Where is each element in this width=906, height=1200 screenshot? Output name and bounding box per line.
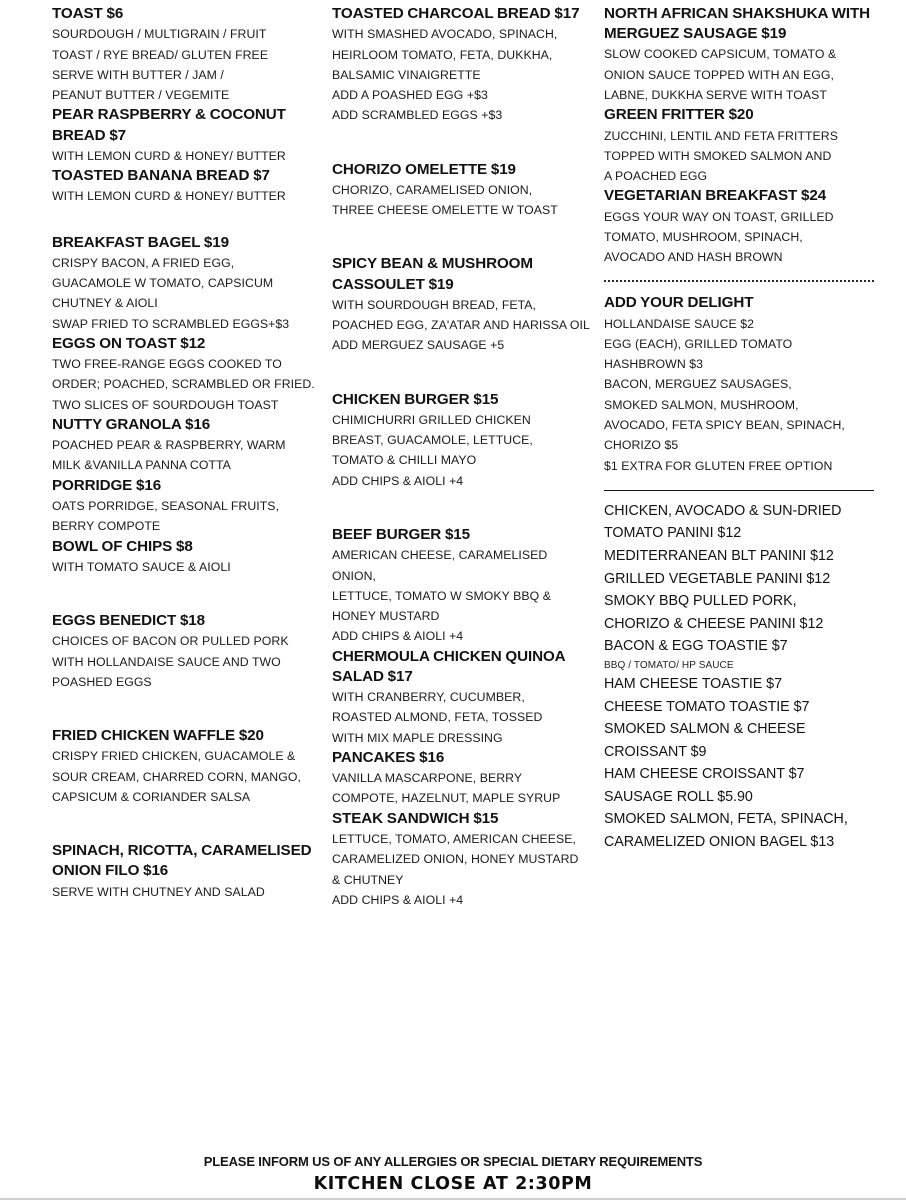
menu-item-description-line: ROASTED ALMOND, FETA, TOSSED bbox=[332, 710, 543, 725]
menu-item-description-line: WITH SMASHED AVOCADO, SPINACH, bbox=[332, 27, 558, 42]
menu-item-title: PANCAKES $16 bbox=[332, 748, 445, 766]
menu-item-title: PEAR RASPBERRY & COCONUT BREAD $7 bbox=[52, 106, 286, 144]
section-divider-dotted bbox=[604, 280, 874, 282]
menu-item-description-line: CAPSICUM & CORIANDER SALSA bbox=[52, 789, 251, 804]
menu-item-description-line: LETTUCE, TOMATO, AMERICAN CHEESE, bbox=[332, 831, 576, 846]
kitchen-close-notice: KITCHEN CLOSE AT 2:30PM bbox=[313, 1174, 593, 1195]
allergy-notice: PLEASE INFORM US OF ANY ALLERGIES OR SPECIAL DIETARY REQUIREMENTS bbox=[203, 1154, 703, 1169]
menu-item-description-line: TOMATO & CHILLI MAYO bbox=[332, 453, 477, 468]
menu-item-toasted-charcoal-bread-17 bbox=[332, 4, 594, 126]
menu-item-description-line: MILK &VANILLA PANNA COTTA bbox=[52, 458, 231, 473]
menu-item-description-line: HOLLANDAISE SAUCE $2 bbox=[604, 316, 754, 331]
menu-item-description-line: OATS PORRIDGE, SEASONAL FRUITS, bbox=[52, 498, 280, 513]
menu-column-left bbox=[52, 4, 332, 902]
menu-item-description-line: SLOW COOKED CAPSICUM, TOMATO & bbox=[604, 47, 837, 62]
menu-item-green-fritter-20 bbox=[604, 105, 874, 186]
menu-list-item: TOMATO PANINI $12 bbox=[604, 525, 742, 542]
menu-column-right bbox=[604, 4, 874, 854]
menu-item-description-line: TWO FREE-RANGE EGGS COOKED TO bbox=[52, 357, 282, 372]
menu-item-pear-raspberry-coconut-bread-7 bbox=[52, 105, 322, 166]
menu-item-title: TOAST $6 bbox=[52, 5, 124, 22]
menu-item-description-line: CARAMELIZED ONION, HONEY MUSTARD bbox=[332, 852, 579, 867]
menu-item-description-line: TWO SLICES OF SOURDOUGH TOAST bbox=[52, 397, 279, 412]
menu-item-description-line: LABNE, DUKKHA SERVE WITH TOAST bbox=[604, 88, 827, 102]
menu-item-description-line: SERVE WITH CHUTNEY AND SALAD bbox=[52, 884, 265, 899]
menu-list-item: MEDITERRANEAN BLT PANINI $12 bbox=[604, 548, 834, 565]
menu-item-title: BEEF BURGER $15 bbox=[332, 526, 470, 544]
menu-item-bowl-of-chips-8 bbox=[52, 537, 322, 578]
menu-item-description-line: WITH LEMON CURD & HONEY/ BUTTER bbox=[52, 189, 286, 204]
menu-item-description-line: PEANUT BUTTER / VEGEMITE bbox=[52, 88, 230, 103]
menu-item-description-line: & CHUTNEY bbox=[332, 872, 404, 887]
menu-item-title: STEAK SANDWICH $15 bbox=[332, 809, 499, 827]
menu-list-item: BBQ / TOMATO/ HP SAUCE bbox=[604, 659, 734, 671]
spacer bbox=[52, 207, 322, 233]
menu-item-description-line: $1 EXTRA FOR GLUTEN FREE OPTION bbox=[604, 458, 833, 473]
menu-item-description-line: HASHBROWN $3 bbox=[604, 357, 703, 372]
menu-item-spinach-ricotta-caramelised-onion-filo-16 bbox=[52, 841, 322, 902]
menu-item-description-line: TOAST / RYE BREAD/ GLUTEN FREE bbox=[52, 47, 269, 62]
menu-item-description-line: HONEY MUSTARD bbox=[332, 609, 440, 624]
menu-list-item: SAUSAGE ROLL $5.90 bbox=[604, 788, 753, 805]
menu-item-description-line: ADD MERGUEZ SAUSAGE +5 bbox=[332, 338, 505, 353]
menu-item-description-line: CHORIZO $5 bbox=[604, 438, 679, 453]
menu-list-item: HAM CHEESE TOASTIE $7 bbox=[604, 675, 782, 692]
menu-item-title: GREEN FRITTER $20 bbox=[604, 106, 754, 124]
menu-list-item: CARAMELIZED ONION BAGEL $13 bbox=[604, 833, 835, 850]
menu-item-steak-sandwich-15 bbox=[332, 809, 594, 910]
menu-item-title: NUTTY GRANOLA $16 bbox=[52, 415, 211, 433]
menu-item-title: EGGS ON TOAST $12 bbox=[52, 334, 206, 352]
menu-item-title: FRIED CHICKEN WAFFLE $20 bbox=[52, 727, 264, 745]
menu-item-description-line: WITH TOMATO SAUCE & AIOLI bbox=[52, 559, 231, 574]
menu-item-title: BREAKFAST BAGEL $19 bbox=[52, 233, 229, 251]
menu-list-item: SMOKED SALMON, FETA, SPINACH, bbox=[604, 811, 848, 828]
menu-item-description-line: ZUCCHINI, LENTIL AND FETA FRITTERS bbox=[604, 128, 838, 143]
menu-item-description-line: SOUR CREAM, CHARRED CORN, MANGO, bbox=[52, 769, 301, 784]
menu-list-item: SMOKED SALMON & CHEESE bbox=[604, 721, 806, 738]
menu-item-title: NORTH AFRICAN SHAKSHUKA WITH MERGUEZ SAUSAGE $19 bbox=[604, 5, 870, 43]
menu-list-item: CHORIZO & CHEESE PANINI $12 bbox=[604, 615, 824, 632]
menu-item-description-line: AMERICAN CHEESE, CARAMELISED ONION, bbox=[332, 548, 548, 583]
menu-item-description-line: ADD CHIPS & AIOLI +4 bbox=[332, 892, 464, 907]
menu-item-description-line: CHIMICHURRI GRILLED CHICKEN bbox=[332, 412, 531, 427]
spacer bbox=[52, 692, 322, 726]
menu-item-description-line: THREE CHEESE OMELETTE W TOAST bbox=[332, 203, 558, 218]
menu-item-title: SPICY BEAN & MUSHROOM CASSOULET $19 bbox=[332, 255, 533, 293]
menu-item-description-line: ORDER; POACHED, SCRAMBLED OR FRIED. bbox=[52, 377, 315, 392]
menu-item-description-line: SWAP FRIED TO SCRAMBLED EGGS+$3 bbox=[52, 316, 290, 331]
menu-item-chermoula-chicken-quinoa-salad-17 bbox=[332, 647, 594, 748]
menu-item-description-line: LETTUCE, TOMATO W SMOKY BBQ & bbox=[332, 588, 551, 603]
menu-item-description-line: COMPOTE, HAZELNUT, MAPLE SYRUP bbox=[332, 791, 561, 806]
spacer bbox=[52, 807, 322, 841]
menu-list-item: HAM CHEESE CROISSANT $7 bbox=[604, 766, 805, 783]
menu-item-add-your-delight bbox=[604, 293, 874, 475]
menu-item-title: SPINACH, RICOTTA, CARAMELISED ONION FILO $16 bbox=[52, 842, 312, 880]
menu-column-middle bbox=[332, 4, 604, 910]
menu-item-title: VEGETARIAN BREAKFAST $24 bbox=[604, 187, 827, 205]
menu-simple-list bbox=[604, 500, 874, 854]
menu-item-title: TOASTED BANANA BREAD $7 bbox=[52, 167, 270, 185]
menu-item-title: CHERMOULA CHICKEN QUINOA SALAD $17 bbox=[332, 647, 565, 685]
menu-item-description-line: CHOICES OF BACON OR PULLED PORK bbox=[52, 634, 289, 649]
menu-item-description-line: WITH LEMON CURD & HONEY/ BUTTER bbox=[52, 148, 286, 163]
spacer bbox=[332, 220, 594, 254]
menu-item-description-line: CRISPY FRIED CHICKEN, GUACAMOLE & bbox=[52, 749, 296, 764]
menu-item-title: EGGS BENEDICT $18 bbox=[52, 612, 205, 630]
menu-item-description-line: ADD CHIPS & AIOLI +4 bbox=[332, 629, 464, 644]
menu-item-description-line: WITH HOLLANDAISE SAUCE AND TWO bbox=[52, 654, 281, 669]
menu-item-vegetarian-breakfast-24 bbox=[604, 186, 874, 267]
menu-item-description-line: AVOCADO AND HASH BROWN bbox=[604, 250, 783, 265]
menu-item-description-line: HEIRLOOM TOMATO, FETA, DUKKHA, bbox=[332, 47, 553, 62]
menu-item-description-line: TOPPED WITH SMOKED SALMON AND bbox=[604, 148, 832, 163]
menu-item-description-line: WITH MIX MAPLE DRESSING bbox=[332, 730, 503, 745]
menu-item-description-line: GUACAMOLE W TOMATO, CAPSICUM bbox=[52, 276, 274, 291]
spacer bbox=[332, 356, 594, 390]
menu-item-description-line: WITH SOURDOUGH BREAD, FETA, bbox=[332, 297, 537, 312]
menu-item-description-line: BERRY COMPOTE bbox=[52, 519, 161, 534]
menu-item-chorizo-omelette-19 bbox=[332, 160, 594, 221]
menu-item-breakfast-bagel-19 bbox=[52, 233, 322, 334]
menu-item-title: PORRIDGE $16 bbox=[52, 476, 162, 494]
section-divider-solid bbox=[604, 490, 874, 491]
menu-item-description-line: ADD CHIPS & AIOLI +4 bbox=[332, 473, 464, 488]
menu-item-description-line: SERVE WITH BUTTER / JAM / bbox=[52, 67, 224, 82]
menu-item-description-line: SOURDOUGH / MULTIGRAIN / FRUIT bbox=[52, 27, 267, 42]
menu-item-description-line: ONION SAUCE TOPPED WITH AN EGG, bbox=[604, 67, 834, 82]
menu-item-porridge-16 bbox=[52, 476, 322, 537]
menu-item-description-line: WITH CRANBERRY, CUCUMBER, bbox=[332, 690, 525, 705]
menu-item-description-line: POASHED EGGS bbox=[52, 674, 152, 689]
menu-item-description-line: POACHED PEAR & RASPBERRY, WARM bbox=[52, 438, 286, 453]
menu-item-description-line: VANILLA MASCARPONE, BERRY bbox=[332, 771, 523, 786]
menu-item-description-line: AVOCADO, FETA SPICY BEAN, SPINACH, bbox=[604, 418, 845, 433]
menu-item-toast-6 bbox=[52, 4, 322, 105]
menu-item-description-line: BACON, MERGUEZ SAUSAGES, bbox=[604, 377, 792, 392]
menu-item-title: CHORIZO OMELETTE $19 bbox=[332, 160, 516, 178]
menu-item-eggs-on-toast-12 bbox=[52, 334, 322, 415]
menu-list-item: CROISSANT $9 bbox=[604, 743, 707, 760]
menu-item-description-line: ADD SCRAMBLED EGGS +$3 bbox=[332, 108, 503, 123]
menu-item-description-line: CHORIZO, CARAMELISED ONION, bbox=[332, 182, 533, 197]
menu-item-description-line: BREAST, GUACAMOLE, LETTUCE, bbox=[332, 433, 533, 448]
spacer bbox=[52, 577, 322, 611]
menu-item-title: ADD YOUR DELIGHT bbox=[604, 294, 754, 312]
menu-item-description-line: SMOKED SALMON, MUSHROOM, bbox=[604, 397, 799, 412]
menu-item-beef-burger-15 bbox=[332, 525, 594, 647]
menu-item-title: TOASTED CHARCOAL BREAD $17 bbox=[332, 5, 580, 22]
menu-item-north-african-shakshuka-with-merguez-sausage-1 bbox=[604, 4, 874, 105]
menu-footer bbox=[0, 1154, 906, 1200]
menu-item-description-line: TOMATO, MUSHROOM, SPINACH, bbox=[604, 229, 803, 244]
menu-item-pancakes-16 bbox=[332, 748, 594, 809]
menu-item-description-line: POACHED EGG, ZA'ATAR AND HARISSA OIL bbox=[332, 318, 590, 333]
menu-item-title: BOWL OF CHIPS $8 bbox=[52, 537, 193, 555]
menu-item-nutty-granola-16 bbox=[52, 415, 322, 476]
menu-item-description-line: EGG (EACH), GRILLED TOMATO bbox=[604, 336, 793, 351]
menu-item-description-line: CRISPY BACON, A FRIED EGG, bbox=[52, 255, 235, 270]
menu-item-description-line: CHUTNEY & AIOLI bbox=[52, 296, 158, 311]
menu-list-item: CHEESE TOMATO TOASTIE $7 bbox=[604, 698, 810, 715]
menu-item-chicken-burger-15 bbox=[332, 390, 594, 491]
menu-item-spicy-bean-mushroom-cassoulet-19 bbox=[332, 254, 594, 355]
menu-item-description-line: BALSAMIC VINAIGRETTE bbox=[332, 67, 481, 82]
menu-list-item: GRILLED VEGETABLE PANINI $12 bbox=[604, 570, 831, 587]
menu-item-fried-chicken-waffle-20 bbox=[52, 726, 322, 807]
menu-list-item: SMOKY BBQ PULLED PORK, bbox=[604, 593, 797, 610]
spacer bbox=[332, 491, 594, 525]
menu-list-item: BACON & EGG TOASTIE $7 bbox=[604, 638, 788, 655]
menu-item-toasted-banana-bread-7 bbox=[52, 166, 322, 207]
menu-list-item: CHICKEN, AVOCADO & SUN-DRIED bbox=[604, 502, 842, 519]
menu-item-eggs-benedict-18 bbox=[52, 611, 322, 692]
spacer bbox=[332, 126, 594, 160]
menu-item-description-line: A POACHED EGG bbox=[604, 169, 708, 184]
menu-item-title: CHICKEN BURGER $15 bbox=[332, 390, 499, 408]
menu-item-description-line: EGGS YOUR WAY ON TOAST, GRILLED bbox=[604, 209, 834, 224]
menu-item-description-line: ADD A POASHED EGG +$3 bbox=[332, 88, 488, 103]
